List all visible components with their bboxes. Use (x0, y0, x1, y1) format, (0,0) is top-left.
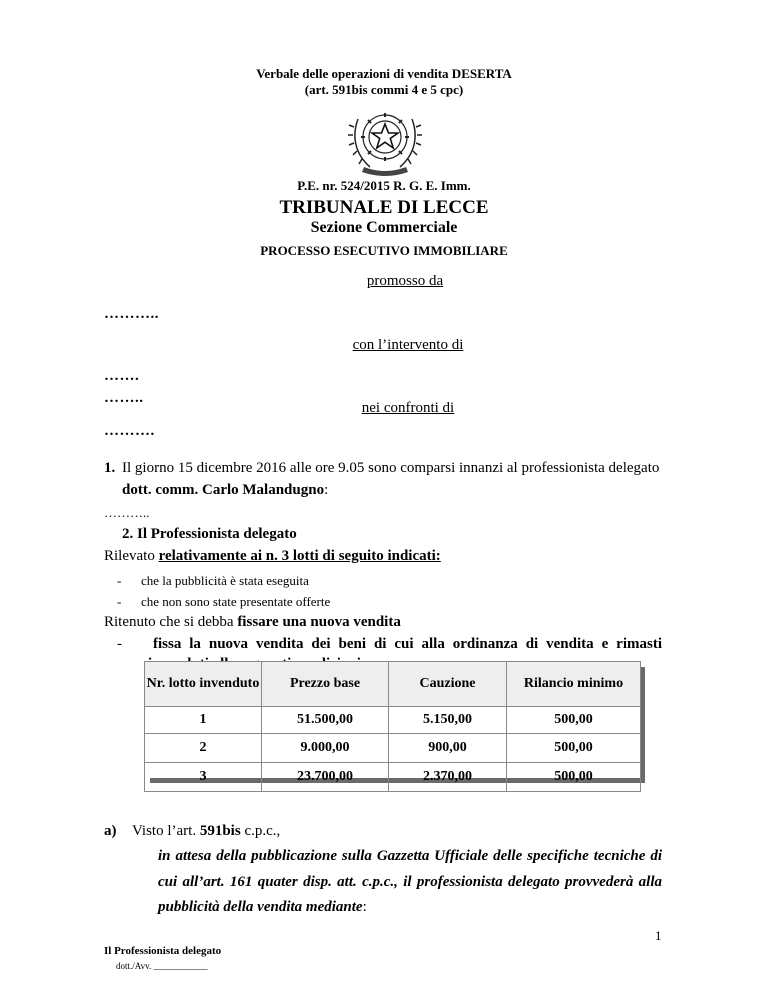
footer-signatory: Il Professionista delegato (104, 945, 222, 957)
visto-article: 591bis (199, 823, 241, 839)
ritenuto-line (104, 614, 401, 631)
section-a-italic-line-2: cui all’art. 161 quater disp. att. c.p.c., il professionista delegato provvederà alla (158, 874, 662, 890)
ritenuto-prefix: Ritenuto che si debba (104, 614, 238, 630)
delegate-name-colon: : (324, 482, 329, 498)
visto-prefix: Visto l’art. (132, 823, 200, 839)
bullet-no-offers: che non sono state presentate offerte (141, 594, 331, 609)
new-sale-line-1: fissa la nuova vendita dei beni di cui alla ordinanza di vendita e rimasti (153, 636, 662, 652)
lot-number-cell: 3 (145, 763, 262, 792)
process-type: PROCESSO ESECUTIVO IMMOBILIARE (260, 243, 508, 258)
promoted-by-label: promosso da (366, 273, 444, 289)
minimum-raise-cell: 500,00 (507, 734, 641, 763)
bullet-advertising: che la pubblicità è stata eseguita (141, 573, 309, 588)
table-shadow-right (641, 667, 645, 783)
intervener-placeholder-2: …….. (104, 390, 144, 406)
omitted-text-placeholder: ……….. (104, 505, 150, 520)
court-section: Sezione Commerciale (310, 219, 458, 236)
deposit-cell: 2.370,00 (389, 763, 507, 792)
paragraph-1-number: 1. (104, 460, 116, 476)
section-a-colon: : (362, 899, 367, 915)
italian-republic-emblem-icon (344, 105, 426, 177)
doc-title: Verbale delle operazioni di vendita DESERTA (256, 66, 512, 81)
intervener-placeholder-1: ……. (104, 368, 140, 384)
doc-subtitle: (art. 591bis commi 4 e 5 cpc) (304, 82, 464, 97)
delegate-name: dott. comm. Carlo Malandugno (122, 482, 325, 498)
table-row (145, 763, 641, 792)
creditor-placeholder: ……….. (104, 306, 159, 322)
court-name: TRIBUNALE DI LECCE (279, 197, 489, 218)
against-label: nei confronti di (361, 400, 455, 416)
base-price-cell: 23.700,00 (262, 763, 389, 792)
section-a-italic-line-1: in attesa della pubblicazione sulla Gazzetta Ufficiale delle specifiche tecniche di (158, 848, 662, 864)
header-lot-number: Nr. lotto invenduto (145, 662, 262, 707)
case-number: P.E. nr. 524/2015 R. G. E. Imm. (297, 178, 471, 193)
minimum-raise-cell: 500,00 (507, 707, 641, 734)
bullet-dash-1: - (117, 573, 122, 588)
section-a-visto (132, 823, 280, 840)
page-number: 1 (655, 928, 662, 943)
bullet-dash-2: - (117, 594, 122, 609)
lot-number-cell: 1 (145, 707, 262, 734)
header-deposit: Cauzione (389, 662, 507, 707)
rilevato-prefix: Rilevato (104, 548, 159, 564)
visto-suffix: c.p.c., (240, 823, 281, 839)
rilevato-lots: relativamente ai n. 3 lotti di seguito indicati: (158, 548, 441, 564)
section-a-italic-line-3-wrap (158, 899, 367, 916)
deposit-cell: 900,00 (389, 734, 507, 763)
header-minimum-raise: Rilancio minimo (507, 662, 641, 707)
paragraph-1-text: Il giorno 15 dicembre 2016 alle ore 9.05 sono comparsi innanzi al professionista delegato (122, 460, 660, 476)
table-row (145, 734, 641, 763)
rilevato-line (104, 548, 441, 565)
intervention-label: con l’intervento di (352, 337, 464, 353)
debtor-placeholder: ………. (104, 423, 155, 439)
paragraph-2-heading: 2. Il Professionista delegato (122, 526, 297, 542)
lot-number-cell: 2 (145, 734, 262, 763)
unsold-lots-table (144, 661, 641, 792)
bullet-dash-3: - (117, 636, 122, 652)
ritenuto-new-sale: fissare una nuova vendita (237, 614, 401, 630)
section-a-label: a) (104, 823, 117, 839)
section-a-italic-line-3: pubblicità della vendita mediante (158, 899, 363, 915)
table-row (145, 707, 641, 734)
footer-signature-line: dott./Avv. ____________ (116, 961, 208, 971)
table-header-row (145, 662, 641, 707)
delegate-name-line (122, 482, 328, 499)
deposit-cell: 5.150,00 (389, 707, 507, 734)
header-base-price: Prezzo base (262, 662, 389, 707)
base-price-cell: 9.000,00 (262, 734, 389, 763)
minimum-raise-cell: 500,00 (507, 763, 641, 792)
base-price-cell: 51.500,00 (262, 707, 389, 734)
